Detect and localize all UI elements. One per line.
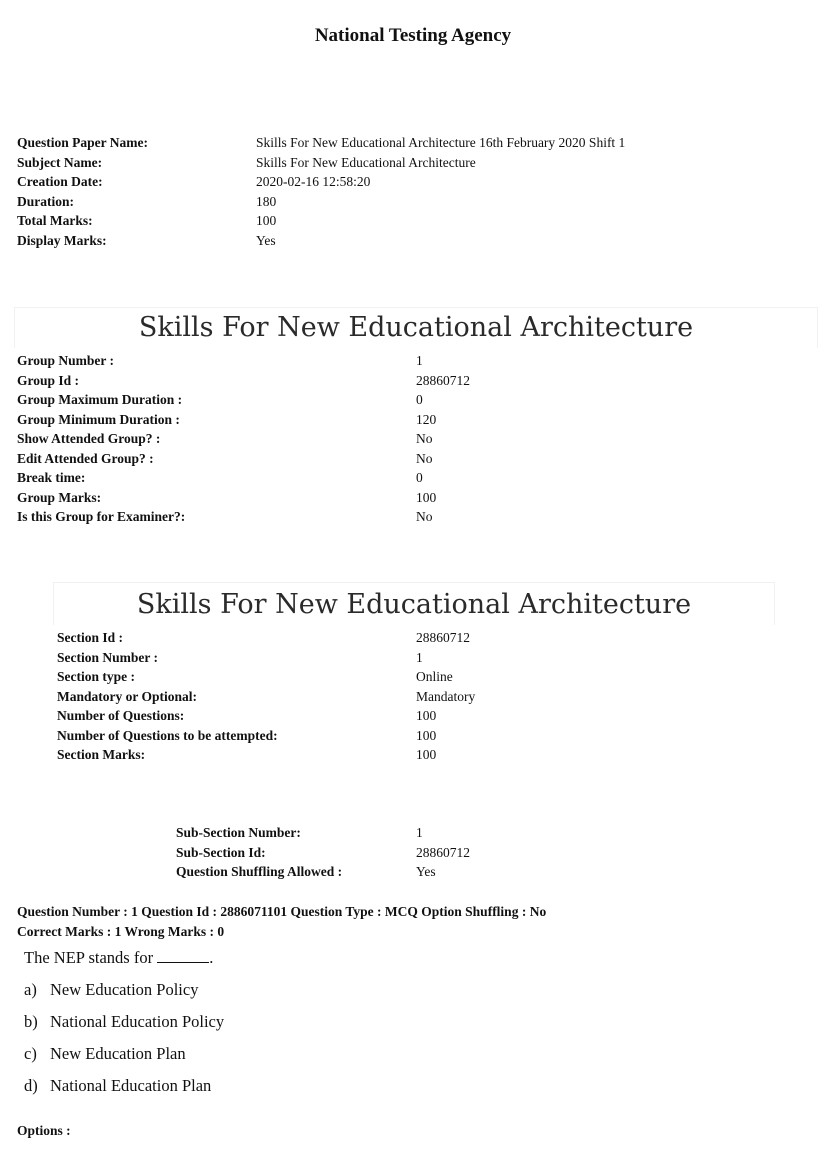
group-info-row bbox=[17, 351, 797, 371]
option-text: New Education Plan bbox=[50, 1044, 186, 1063]
option-letter: c) bbox=[24, 1044, 37, 1063]
info-value: Skills For New Educational Architecture bbox=[256, 154, 476, 170]
info-label: Question Shuffling Allowed : bbox=[176, 864, 343, 879]
paper-info-row bbox=[17, 153, 797, 173]
info-label: Mandatory or Optional: bbox=[57, 688, 198, 704]
info-value: Online bbox=[416, 669, 453, 684]
info-value: 100 bbox=[416, 489, 437, 505]
agency-title: National Testing Agency bbox=[314, 25, 512, 46]
group-info-row bbox=[17, 507, 797, 527]
group-info-row bbox=[17, 410, 797, 430]
info-value: 1 bbox=[416, 353, 423, 368]
info-label: Section Id : bbox=[57, 630, 124, 645]
group-info-row bbox=[17, 468, 797, 488]
option-text: New Education Policy bbox=[50, 980, 199, 999]
info-label: Group Number : bbox=[17, 353, 115, 368]
info-label: Section Marks: bbox=[57, 747, 146, 762]
paper-info-row bbox=[17, 192, 797, 212]
option-b bbox=[24, 1012, 224, 1032]
info-label: Duration: bbox=[17, 193, 74, 209]
info-label: Subject Name: bbox=[17, 154, 103, 170]
paper-info-table bbox=[17, 133, 797, 250]
paper-info-row bbox=[17, 133, 797, 153]
group-info-row bbox=[17, 371, 797, 391]
option-c bbox=[24, 1044, 186, 1064]
section-info-row bbox=[57, 648, 797, 668]
answer-blank bbox=[157, 948, 209, 963]
subsection-info-row bbox=[176, 843, 736, 863]
info-label: Sub-Section Number: bbox=[176, 825, 301, 840]
info-label: Group Maximum Duration : bbox=[17, 392, 183, 407]
info-value: 100 bbox=[256, 213, 277, 228]
group-info-row bbox=[17, 449, 797, 469]
question-text-start: The NEP stands for bbox=[24, 948, 158, 967]
info-label: Display Marks: bbox=[17, 232, 107, 248]
info-label: Number of Questions to be attempted: bbox=[57, 727, 278, 743]
info-label: Creation Date: bbox=[17, 174, 103, 189]
question-text bbox=[24, 948, 213, 968]
info-label: Section type : bbox=[57, 669, 135, 684]
section-info-row bbox=[57, 687, 797, 707]
info-value: 180 bbox=[256, 193, 277, 209]
info-value: Skills For New Educational Architecture 16th February 2020 Shift 1 bbox=[256, 135, 626, 150]
group-banner-title: Skills For New Educational Architecture bbox=[14, 307, 818, 348]
info-label: Show Attended Group? : bbox=[17, 431, 161, 446]
group-info-table bbox=[17, 351, 797, 527]
section-info-row bbox=[57, 706, 797, 726]
section-info-row bbox=[57, 726, 797, 746]
section-info-row bbox=[57, 745, 797, 765]
info-label: Edit Attended Group? : bbox=[17, 450, 154, 466]
info-value: 100 bbox=[416, 747, 437, 762]
info-label: Break time: bbox=[17, 470, 86, 485]
info-value: 2020-02-16 12:58:20 bbox=[256, 174, 371, 189]
option-text: National Education Plan bbox=[50, 1076, 212, 1095]
question-text-end: . bbox=[209, 948, 214, 967]
info-value: Yes bbox=[416, 864, 436, 879]
info-label: Number of Questions: bbox=[57, 708, 185, 723]
subsection-info-row bbox=[176, 823, 736, 843]
info-value: 1 bbox=[416, 825, 423, 840]
paper-info-row bbox=[17, 172, 797, 192]
info-value: 28860712 bbox=[416, 844, 470, 860]
option-d bbox=[24, 1076, 211, 1096]
info-value: No bbox=[416, 450, 433, 466]
option-letter: a) bbox=[24, 980, 37, 999]
info-value: 28860712 bbox=[416, 630, 470, 645]
section-info-row bbox=[57, 628, 797, 648]
option-letter: b) bbox=[24, 1012, 38, 1031]
info-label: Question Paper Name: bbox=[17, 135, 148, 150]
info-value: 1 bbox=[416, 649, 423, 665]
info-value: 100 bbox=[416, 727, 437, 743]
option-text: National Education Policy bbox=[50, 1012, 225, 1031]
section-banner-title: Skills For New Educational Architecture bbox=[53, 582, 775, 625]
info-value: Yes bbox=[256, 232, 276, 248]
paper-info-row bbox=[17, 231, 797, 251]
subsection-info-row bbox=[176, 862, 736, 882]
option-a bbox=[24, 980, 198, 1000]
question-meta-line: Question Number : 1 Question Id : 2886071101 Question Type : MCQ Option Shuffling : No bbox=[17, 904, 547, 919]
question-marks-line: Correct Marks : 1 Wrong Marks : 0 bbox=[17, 924, 225, 939]
option-letter: d) bbox=[24, 1076, 38, 1095]
info-value: 28860712 bbox=[416, 372, 470, 388]
section-info-row bbox=[57, 667, 797, 687]
info-value: 100 bbox=[416, 708, 437, 723]
info-label: Group Minimum Duration : bbox=[17, 411, 180, 427]
options-label: Options : bbox=[17, 1123, 71, 1138]
group-info-row bbox=[17, 488, 797, 508]
paper-info-row bbox=[17, 211, 797, 231]
info-value: Mandatory bbox=[416, 688, 476, 704]
info-value: 120 bbox=[416, 411, 437, 427]
info-label: Sub-Section Id: bbox=[176, 844, 266, 860]
group-info-row bbox=[17, 429, 797, 449]
group-info-row bbox=[17, 390, 797, 410]
info-label: Group Marks: bbox=[17, 489, 102, 505]
info-label: Section Number : bbox=[57, 649, 158, 665]
info-value: No bbox=[416, 431, 433, 446]
subsection-info-table bbox=[176, 823, 736, 882]
section-info-table bbox=[57, 628, 797, 765]
info-label: Is this Group for Examiner?: bbox=[17, 509, 186, 524]
info-value: 0 bbox=[416, 392, 423, 407]
info-label: Group Id : bbox=[17, 372, 80, 388]
info-value: 0 bbox=[416, 470, 423, 485]
info-value: No bbox=[416, 509, 433, 524]
info-label: Total Marks: bbox=[17, 213, 93, 228]
